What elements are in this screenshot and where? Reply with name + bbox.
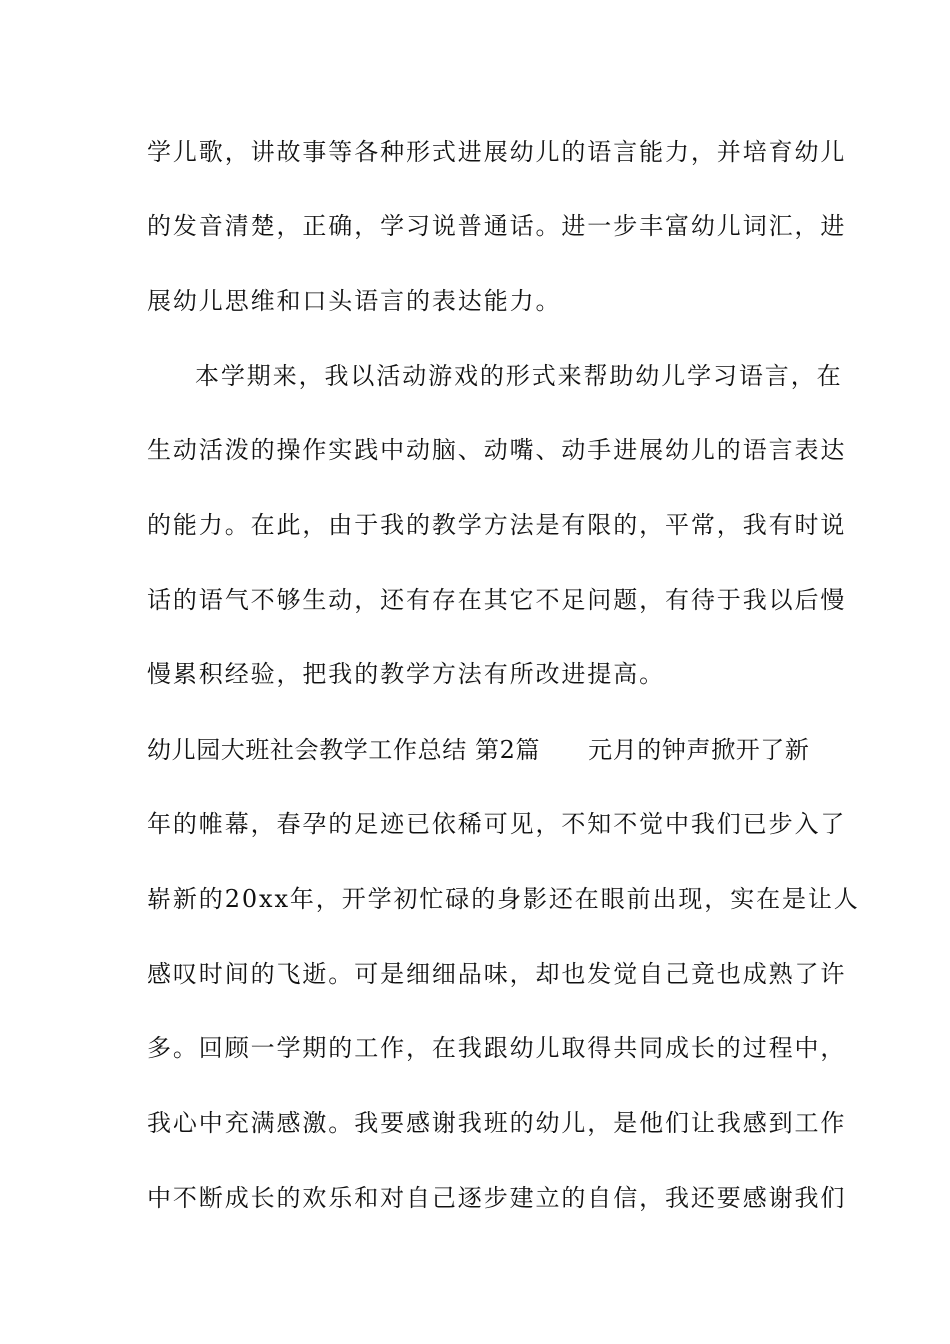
section2-line: 中不断成长的欢乐和对自己逐步建立的自信，我还要感谢我们 — [147, 1184, 847, 1212]
section2-line: 感叹时间的飞逝。可是细细品味，却也发觉自己竟也成熟了许 — [147, 960, 847, 988]
paragraph2-line: 慢累积经验，把我的教学方法有所改进提高。 — [147, 660, 665, 688]
section2-line: 我心中充满感激。我要感谢我班的幼儿，是他们让我感到工作 — [147, 1109, 847, 1137]
section2-line: 崭新的20xx年，开学初忙碌的身影还在眼前出现，实在是让人 — [147, 885, 860, 913]
paragraph1-line: 的发音清楚，正确，学习说普通话。进一步丰富幼儿词汇，进 — [147, 212, 847, 240]
paragraph1-line: 展幼儿思维和口头语言的表达能力。 — [147, 287, 562, 315]
paragraph1-line: 学儿歌，讲故事等各种形式进展幼儿的语言能力，并培育幼儿 — [147, 138, 847, 166]
section2-line: 多。回顾一学期的工作，在我跟幼儿取得共同成长的过程中， — [147, 1034, 847, 1062]
section2-line: 年的帷幕，春孕的足迹已依稀可见，不知不觉中我们已步入了 — [147, 810, 847, 838]
paragraph2-line: 生动活泼的操作实践中动脑、动嘴、动手进展幼儿的语言表达 — [147, 436, 847, 464]
section-title: 幼儿园大班社会教学工作总结 第2篇 — [147, 736, 541, 764]
paragraph2-line: 本学期来，我以活动游戏的形式来帮助幼儿学习语言，在 — [195, 362, 843, 390]
paragraph2-line: 的能力。在此，由于我的教学方法是有限的，平常，我有时说 — [147, 511, 847, 539]
section-title-row — [147, 735, 817, 765]
paragraph2-line: 话的语气不够生动，还有存在其它不足问题，有待于我以后慢 — [147, 586, 847, 614]
section2-first-line: 元月的钟声掀开了新 — [588, 736, 810, 764]
